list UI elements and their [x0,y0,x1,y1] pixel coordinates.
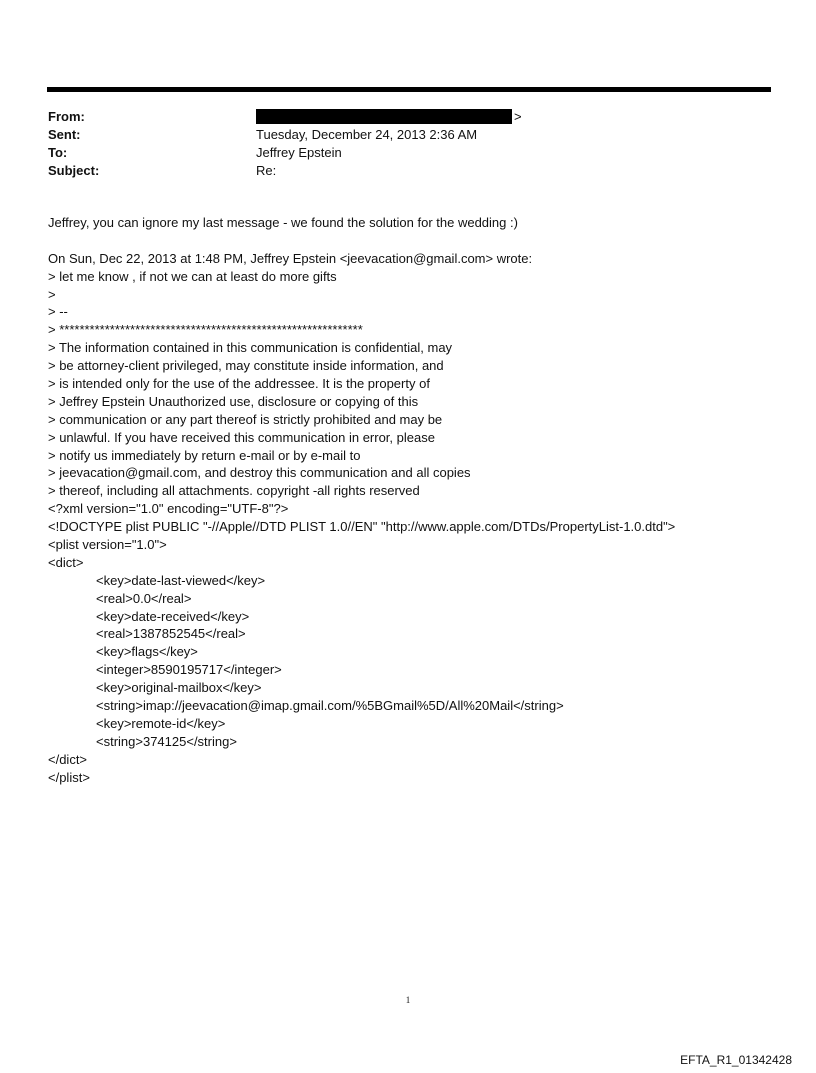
body-line: <plist version="1.0"> [48,537,167,553]
body-line: > be attorney-client privileged, may constitute inside information, and [48,358,444,374]
from-value [256,108,522,126]
body-line: > Jeffrey Epstein Unauthorized use, disclosure or copying of this [48,393,419,409]
body-line: > The information contained in this communication is confidential, may [48,340,453,356]
body-line: > communication or any part thereof is strictly prohibited and may be [48,411,443,427]
to-label: To: [48,145,68,160]
body-line: <key>date-received</key> [96,608,250,624]
body-line: > ************************************************************ [48,322,363,338]
subject-label: Subject: [48,163,100,178]
body-line: > unlawful. If you have received this communication in error, please [48,429,435,445]
body-line: <integer>8590195717</integer> [96,662,282,678]
body-line: </plist> [48,769,90,785]
body-line: <key>flags</key> [96,644,198,660]
body-line: > [48,286,56,302]
body-line: <key>original-mailbox</key> [96,680,262,696]
from-label: From: [48,109,85,124]
body-line: > -- [48,304,68,320]
body-line: <real>1387852545</real> [96,626,246,642]
body-line: > notify us immediately by return e-mail or by e-mail to [48,447,361,463]
page-number: 1 [405,995,411,1005]
body-line: </dict> [48,751,88,767]
body-line: <dict> [48,554,84,570]
subject-value: Re: [256,163,277,178]
header-top-rule [47,87,771,92]
body-line: <string>374125</string> [96,733,237,749]
body-line: <key>remote-id</key> [96,715,226,731]
body-line: Jeffrey, you can ignore my last message - we found the solution for the wedding :) [48,215,518,230]
sent-label: Sent: [48,127,81,142]
body-line: > is intended only for the use of the addressee. It is the property of [48,376,430,392]
document-id: EFTA_R1_01342428 [680,1053,792,1067]
redaction-block [256,109,512,124]
from-value-suffix: > [514,109,522,124]
body-line: <real>0.0</real> [96,590,192,606]
body-line: On Sun, Dec 22, 2013 at 1:48 PM, Jeffrey Epstein <jeevacation@gmail.com> wrote: [48,250,533,266]
body-line: > thereof, including all attachments. copyright -all rights reserved [48,483,420,499]
body-line: <string>imap://jeevacation@imap.gmail.com/%5BGmail%5D/All%20Mail</string> [96,698,564,714]
sent-value: Tuesday, December 24, 2013 2:36 AM [256,127,478,142]
to-value: Jeffrey Epstein [256,145,342,160]
body-line: <key>date-last-viewed</key> [96,572,266,588]
body-line: > jeevacation@gmail.com, and destroy this communication and all copies [48,465,471,481]
body-line [48,232,675,250]
email-body [48,214,675,787]
body-line: > let me know , if not we can at least do more gifts [48,268,337,284]
body-line: <?xml version="1.0" encoding="UTF-8"?> [48,501,289,517]
body-line: <!DOCTYPE plist PUBLIC "-//Apple//DTD PLIST 1.0//EN" "http://www.apple.com/DTDs/PropertyList-1.0.dtd"> [48,519,676,535]
